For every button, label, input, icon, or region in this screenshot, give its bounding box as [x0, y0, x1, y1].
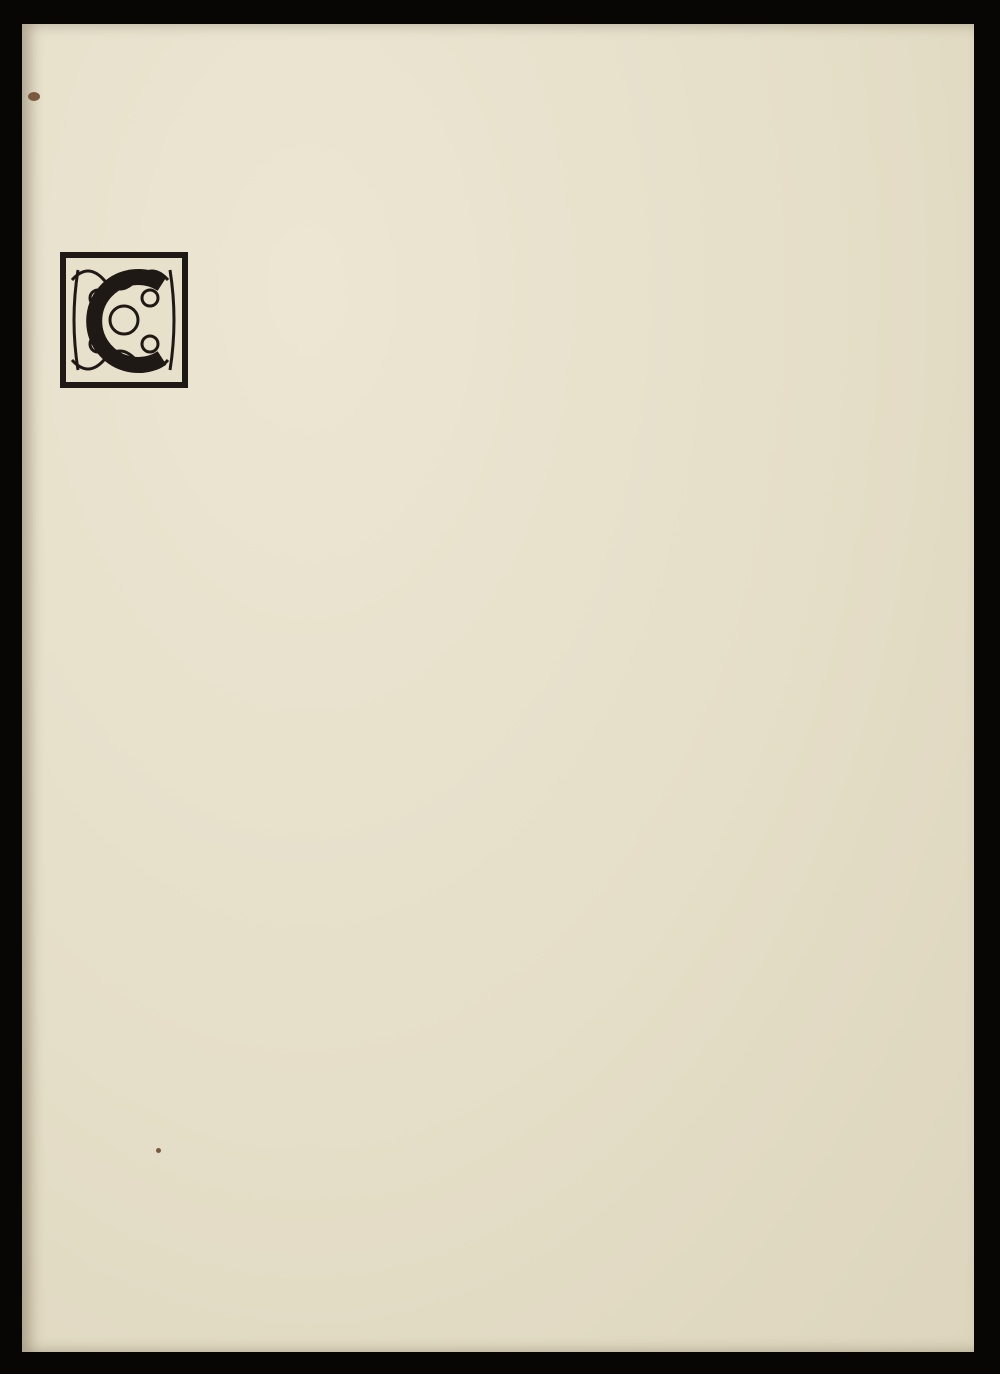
top-ornament-band — [62, 96, 782, 212]
decorated-initial-c — [58, 250, 190, 390]
ink-stain — [28, 92, 40, 101]
book-page — [22, 24, 974, 1352]
ink-speck — [156, 1148, 161, 1153]
bottom-ornament-band — [218, 987, 528, 1091]
